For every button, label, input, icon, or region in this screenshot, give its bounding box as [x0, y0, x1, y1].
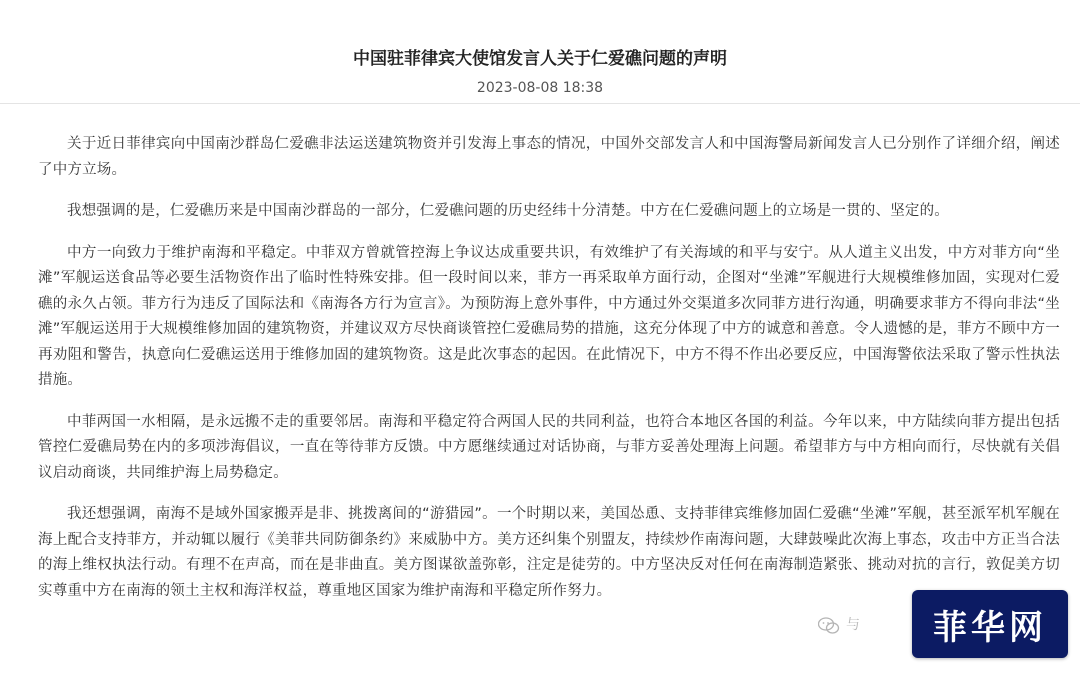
paragraph-2: 我想强调的是，仁爱礁历来是中国南沙群岛的一部分，仁爱礁问题的历史经纬十分清楚。中方在仁爱礁问题上的立场是一贯的、坚定的。	[67, 203, 949, 219]
paragraph-1: 关于近日菲律宾向中国南沙群岛仁爱礁非法运送建筑物资并引发海上事态的情况，中国外交部发言人和中国海警局新闻发言人已分别作了详细介绍，阐述了中方立场。	[38, 136, 1060, 178]
article-title: 中国驻菲律宾大使馆发言人关于仁爱礁问题的声明	[353, 49, 727, 69]
source-watermark: 与	[846, 617, 860, 633]
paragraph-3: 中方一向致力于维护南海和平稳定。中菲双方曾就管控海上争议达成重要共识，有效维护了有关海域的和平与安宁。从人道主义出发，中方对菲方向“坐滩”军舰运送食品等必要生活物资作出了临时性特殊安排。但一段时间以来，菲方一再采取单方面行动，企图对“坐滩”军舰进行大规模维修加固，实现对仁爱礁的永久占领。菲方行为违反了国际法和《南海各方行为宣言》。为预防海上意外事件，中方通过外交渠道多次同菲方进行沟通，明确要求菲方不得向非法“坐滩”军舰运送用于大规模维修加固的建筑物资，并建议双方尽快商谈管控仁爱礁局势的措施，这充分体现了中方的诚意和善意。令人遗憾的是，菲方不顾中方一再劝阻和警告，执意向仁爱礁运送用于维修加固的建筑物资。这是此次事态的起因。在此情况下，中方不得不作出必要反应，中国海警依法采取了警示性执法措施。	[38, 244, 1061, 388]
paragraph-4: 中菲两国一水相隔，是永远搬不走的重要邻居。南海和平稳定符合两国人民的共同利益，也符合本地区各国的利益。今年以来，中方陆续向菲方提出包括管控仁爱礁局势在内的多项涉海倡议，一直在等待菲方反馈。中方愿继续通过对话协商，与菲方妥善处理海上问题。希望菲方与中方相向而行，尽快就有关倡议启动商谈，共同维护海上局势稳定。	[38, 413, 1060, 481]
brand-logo	[912, 590, 1068, 658]
paragraph-5: 我还想强调，南海不是域外国家搬弄是非、挑拨离间的“游猎园”。一个时期以来，美国怂恿、支持菲律宾维修加固仁爱礁“坐滩”军舰，甚至派军机军舰在海上配合支持菲方，并动辄以履行《美菲共同防御条约》来威胁中方。美方还纠集个别盟友，持续炒作南海问题，大肆鼓噪此次海上事态，攻击中方正当合法的海上维权执法行动。有理不在声高，而在是非曲直。美方图谋欲盖弥彰，注定是徒劳的。中方坚决反对任何在南海制造紧张、挑动对抗的言行，敦促美方切实尊重中方在南海的领土主权和海洋权益，尊重地区国家为维护南海和平稳定所作努力。	[38, 506, 1060, 599]
article-body	[38, 132, 1060, 620]
wechat-icon	[818, 617, 840, 635]
header-divider	[0, 103, 1080, 104]
brand-logo-text: 菲华网	[933, 607, 1047, 648]
publish-date: 2023-08-08 18:38	[476, 80, 604, 96]
